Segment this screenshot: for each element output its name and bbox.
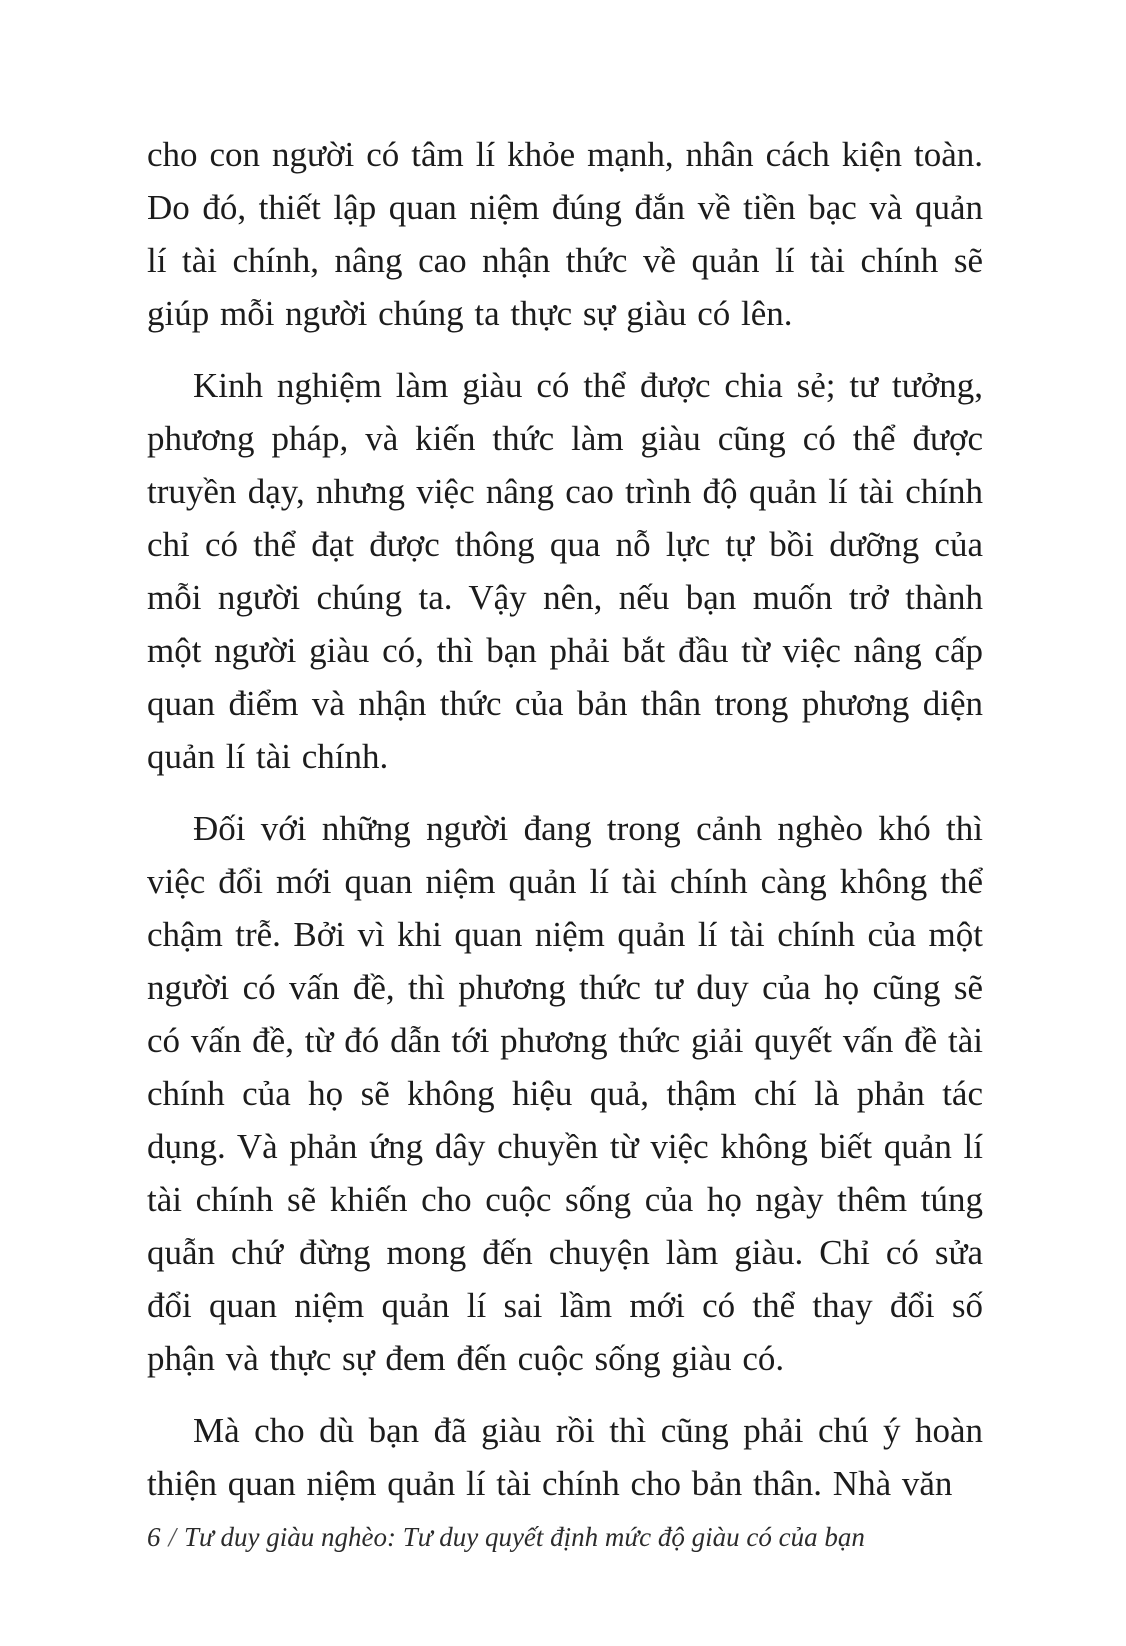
page-footer — [147, 1520, 983, 1554]
body-paragraph-1: cho con người có tâm lí khỏe mạnh, nhân cách kiện toàn. Do đó, thiết lập quan niệm đúng đắn về tiền bạc và quản lí tài chính, nâng cao nhận thức về quản lí tài chính sẽ giúp mỗi người chúng ta thực sự giàu có lên. — [147, 135, 983, 333]
footer-book-title: Tư duy giàu nghèo: Tư duy quyết định mức độ giàu có của bạn — [184, 1522, 865, 1552]
body-paragraph-4: Mà cho dù bạn đã giàu rồi thì cũng phải chú ý hoàn thiện quan niệm quản lí tài chính cho bản thân. Nhà văn — [147, 1411, 983, 1503]
body-text-block — [147, 128, 983, 1510]
body-paragraph-2: Kinh nghiệm làm giàu có thể được chia sẻ; tư tưởng, phương pháp, và kiến thức làm giàu cũng có thể được truyền dạy, nhưng việc nâng cao trình độ quản lí tài chính chỉ có thể đạt được thông qua nỗ lực tự bồi dưỡng của mỗi người chúng ta. Vậy nên, nếu bạn muốn trở thành một người giàu có, thì bạn phải bắt đầu từ việc nâng cấp quan điểm và nhận thức của bản thân trong phương diện quản lí tài chính. — [147, 366, 983, 776]
body-paragraph-3: Đối với những người đang trong cảnh nghèo khó thì việc đổi mới quan niệm quản lí tài chính càng không thể chậm trễ. Bởi vì khi quan niệm quản lí tài chính của một người có vấn đề, thì phương thức tư duy của họ cũng sẽ có vấn đề, từ đó dẫn tới phương thức giải quyết vấn đề tài chính của họ sẽ không hiệu quả, thậm chí là phản tác dụng. Và phản ứng dây chuyền từ việc không biết quản lí tài chính sẽ khiến cho cuộc sống của họ ngày thêm túng quẫn chứ đừng mong đến chuyện làm giàu. Chỉ có sửa đổi quan niệm quản lí sai lầm mới có thể thay đổi số phận và thực sự đem đến cuộc sống giàu có. — [147, 809, 983, 1378]
page-number: 6 — [147, 1522, 161, 1552]
footer-separator: / — [168, 1522, 177, 1552]
